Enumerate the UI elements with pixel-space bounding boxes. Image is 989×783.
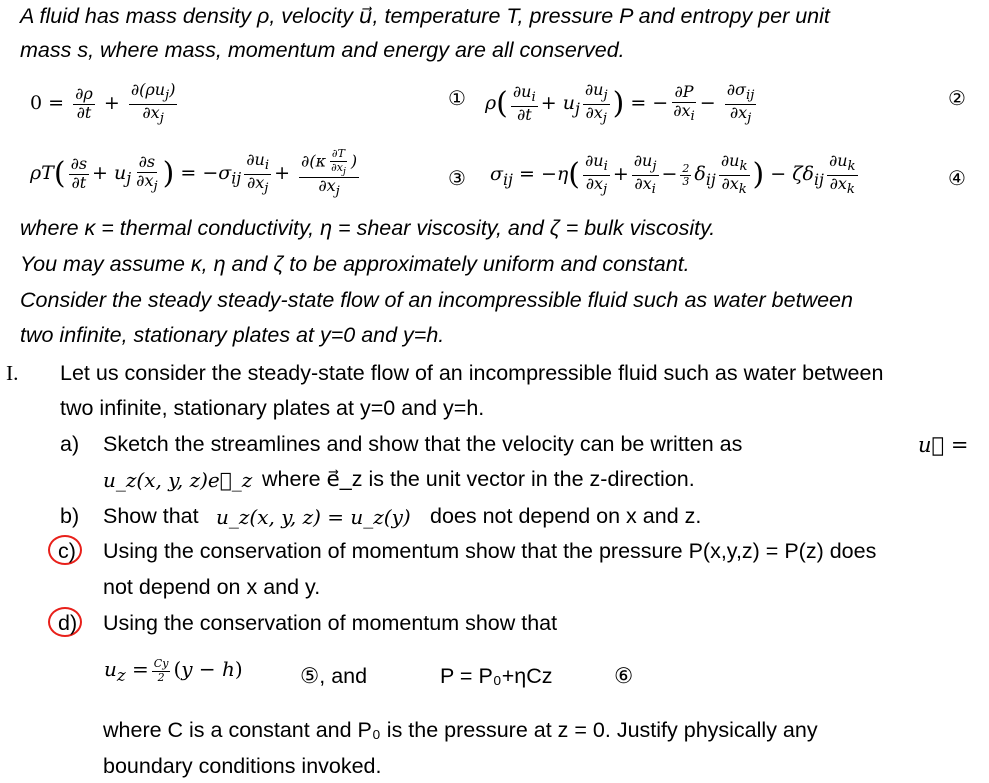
definitions-line-2: You may assume κ, η and ζ to be approximately uniform and constant. bbox=[20, 252, 690, 276]
equation-momentum: ρ( $\frac{\partial u_i}{\partial t}$ + $u_j$ $\frac{\partial u_j}{\partial x_j}$ ) = − $\frac{\partial P}{\partial x_i}$ − $\frac{\partial\sigma_{ij}}{\partial x_j}$ bbox=[485, 80, 755, 127]
equation-5-label: ⑤, and bbox=[300, 664, 368, 688]
part-a-math: u_z(x, y, z)e⃗_z bbox=[103, 468, 253, 492]
equation-pressure: P = P₀+ηCz bbox=[440, 664, 553, 688]
section-line-2: two infinite, stationary plates at y=0 and y=h. bbox=[60, 396, 485, 420]
definitions-line-3: Consider the steady steady-state flow of an incompressible fluid such as water between bbox=[20, 288, 853, 312]
part-a-line-1: Sketch the streamlines and show that the velocity can be written as bbox=[103, 432, 743, 456]
equation-energy: ρT( $\frac{\partial s}{\partial t}$ + $u_j$ $\frac{\partial s}{\partial x_j}$ ) = $-\sigma_{ij}$ $\frac{\partial u_i}{\partial x_j}$ + ∂(κ $\frac{\partial T}{\partial x_j}$ ) $\partial x_j$ bbox=[30, 147, 358, 200]
part-d-line-1: Using the conservation of momentum show that bbox=[103, 611, 558, 635]
part-d-line-3: where C is a constant and P₀ is the pressure at z = 0. Justify physically any bbox=[103, 718, 818, 742]
part-d-label: d) bbox=[58, 611, 78, 635]
part-d-line-4: boundary conditions invoked. bbox=[103, 754, 382, 778]
part-a-label: a) bbox=[60, 432, 80, 456]
definitions-line-4: two infinite, stationary plates at y=0 and y=h. bbox=[20, 323, 445, 347]
part-b-text-2: does not depend on x and z. bbox=[430, 504, 702, 528]
section-line-1: Let us consider the steady-state flow of an incompressible fluid such as water between bbox=[60, 361, 884, 385]
section-numeral: I. bbox=[6, 361, 19, 385]
part-c-line-2: not depend on x and y. bbox=[103, 575, 321, 599]
definitions-line-1: where κ = thermal conductivity, η = shear viscosity, and ζ = bulk viscosity. bbox=[20, 216, 716, 240]
intro-line-1: A fluid has mass density ρ, velocity u⃗, temperature T, pressure P and entropy per unit bbox=[20, 4, 830, 28]
equation-6-label: ⑥ bbox=[614, 664, 634, 688]
equation-2-label: ② bbox=[948, 86, 966, 110]
equation-4-label: ④ bbox=[948, 166, 966, 190]
equation-3-label: ③ bbox=[448, 166, 466, 190]
equation-stress: $\sigma_{ij} = -\eta$( $\frac{\partial u_i}{\partial x_j}$ + $\frac{\partial u_j}{\partial x_i}$ − $\frac{2}{3}$ $\delta_{ij}$ $\frac{\partial u_k}{\partial x_k}$ ) − $\zeta\delta_{ij}$ $\frac{\partial u_k}{\partial x_k}$ bbox=[490, 151, 856, 198]
equation-1-label: ① bbox=[448, 86, 466, 110]
part-b-math: u_z(x, y, z) = u_z(y) bbox=[216, 505, 411, 529]
part-a-line-2: where e⃗_z is the unit vector in the z-direction. bbox=[262, 467, 695, 491]
part-a-vector-eq: u⃗ = bbox=[918, 433, 969, 457]
part-c-label: c) bbox=[58, 539, 76, 563]
part-c-line-1: Using the conservation of momentum show that the pressure P(x,y,z) = P(z) does bbox=[103, 539, 877, 563]
part-b-label: b) bbox=[60, 504, 80, 528]
part-b-text: Show that bbox=[103, 504, 199, 528]
equation-continuity: 0 = $\frac{\partial\rho}{\partial t}$ + $\frac{\partial(\rho u_j)}{\partial x_j}$ bbox=[30, 80, 176, 127]
intro-line-2: mass s, where mass, momentum and energy are all conserved. bbox=[20, 38, 625, 62]
equation-velocity-profile: $u_z$ = $\frac{Cy}{2}$ (y − h) bbox=[104, 657, 243, 686]
